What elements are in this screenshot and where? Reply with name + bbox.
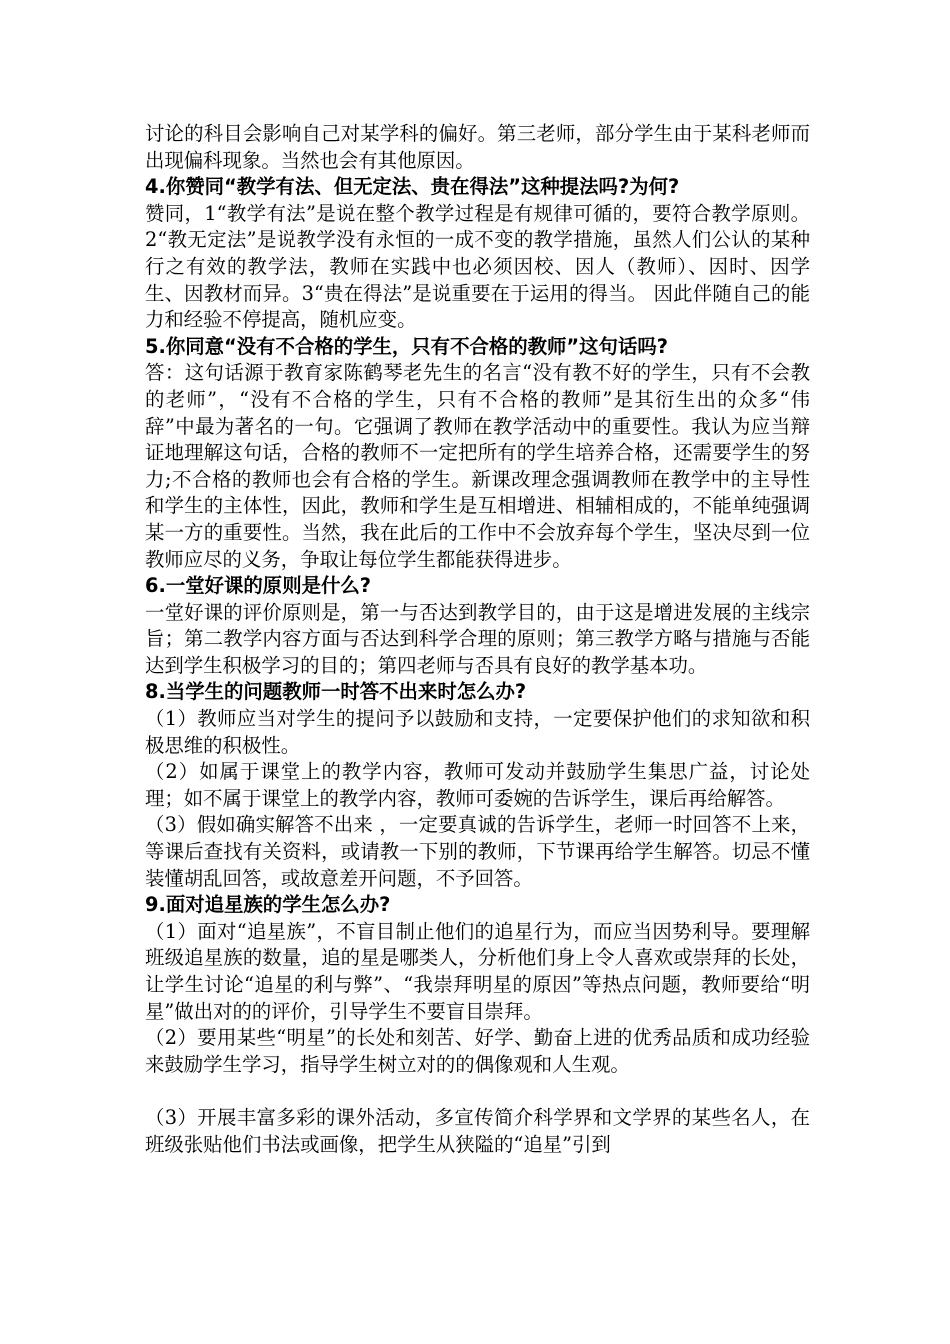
question-heading: 5.你同意“没有不合格的学生，只有不合格的教师”这句话吗? <box>145 334 668 358</box>
paragraph: （3）假如确实解答不出来 ，一定要真诚的告诉学生，老师一时回答不上来，等课后查找有关资料，或请教一下别的教师，下节课再给学生解答。切忌不懂装懂胡乱回答，或故意差开问题，不予回答。 <box>145 813 810 890</box>
section-question-9 <box>145 892 810 1158</box>
paragraph: （3）开展丰富多彩的课外活动，多宣传简介科学界和文学界的某些名人，在班级张贴他们书法或画像，把学生从狭隘的“追星”引到 <box>145 1105 810 1156</box>
paragraph: （2）如属于课堂上的教学内容，教师可发动并鼓励学生集思广益，讨论处理；如不属于课堂上的教学内容，教师可委婉的告诉学生，课后再给解答。 <box>145 760 810 810</box>
section-continuation <box>145 121 810 174</box>
question-heading: 6.一堂好课的原则是什么? <box>145 574 372 598</box>
paragraph: （1）教师应当对学生的提问予以鼓励和支持，一定要保护他们的求知欲和积极思维的积极性。 <box>145 707 810 757</box>
paragraph: （1）面对“追星族”，不盲目制止他们的追星行为，而应当因势利导。要理解班级追星族的数量，追的星是哪类人，分析他们身上令人喜欢或崇拜的长处，让学生讨论“追星的利与弊”、“我崇拜明星的原因”等热点问题，教师要给“明星”做出对的的评价，引导学生不要盲目崇拜。 <box>145 919 810 1023</box>
question-heading: 9.面对追星族的学生怎么办? <box>145 893 391 917</box>
paragraph: 答：这句话源于教育家陈鹤琴老先生的名言“没有教不好的学生，只有不会教的老师”，“没有不合格的学生，只有不合格的教师”是其衍生出的众多“伟辞”中最为著名的一句。它强调了教师在教学活动中的重要性。我认为应当辩证地理解这句话，合格的教师不一定把所有的学生培养合格，还需要学生的努力;不合格的教师也会有合格的学生。新课改理念强调教师在教学中的主导性和学生的主体性，因此，教师和学生是互相增进、相辅相成的，不能单纯强调某一方的重要性。当然，我在此后的工作中不会放弃每个学生，坚决尽到一位教师应尽的义务，争取让每位学生都能获得进步。 <box>145 361 810 571</box>
paragraph: 一堂好课的评价原则是，第一与否达到教学目的，由于这是增进发展的主线宗旨；第二教学内容方面与否达到科学合理的原则；第三教学方略与措施与否能达到学生积极学习的目的；第四老师与否具有良好的教学基本功。 <box>145 600 810 677</box>
question-heading: 8.当学生的问题教师一时答不出来时怎么办? <box>145 680 527 704</box>
question-heading: 4.你赞同“教学有法、但无定法、贵在得法”这种提法吗?为何? <box>145 175 680 199</box>
paragraph: 讨论的科目会影响自己对某学科的偏好。第三老师，部分学生由于某科老师而出现偏科现象。当然也会有其他原因。 <box>145 122 810 172</box>
paragraph: 赞同，1“教学有法”是说在整个教学过程是有规律可循的，要符合教学原则。2“教无定法”是说教学没有永恒的一成不变的教学措施，虽然人们公认的某种行之有效的教学法，教师在实践中也必须因校、因人（教师）、因时、因学生、因教材而异。3“贵在得法”是说重要在于运用的得当。 因此伴随自己的能力和经验不停提高，随机应变。 <box>145 201 810 332</box>
section-question-5 <box>145 334 810 573</box>
blank-line <box>145 1078 810 1105</box>
section-question-6 <box>145 573 810 679</box>
section-question-8 <box>145 679 810 892</box>
section-question-4 <box>145 174 810 334</box>
paragraph: （2）要用某些“明星”的长处和刻苦、好学、勤奋上进的优秀品质和成功经验来鼓励学生学习，指导学生树立对的的偶像观和人生观。 <box>145 1026 810 1076</box>
